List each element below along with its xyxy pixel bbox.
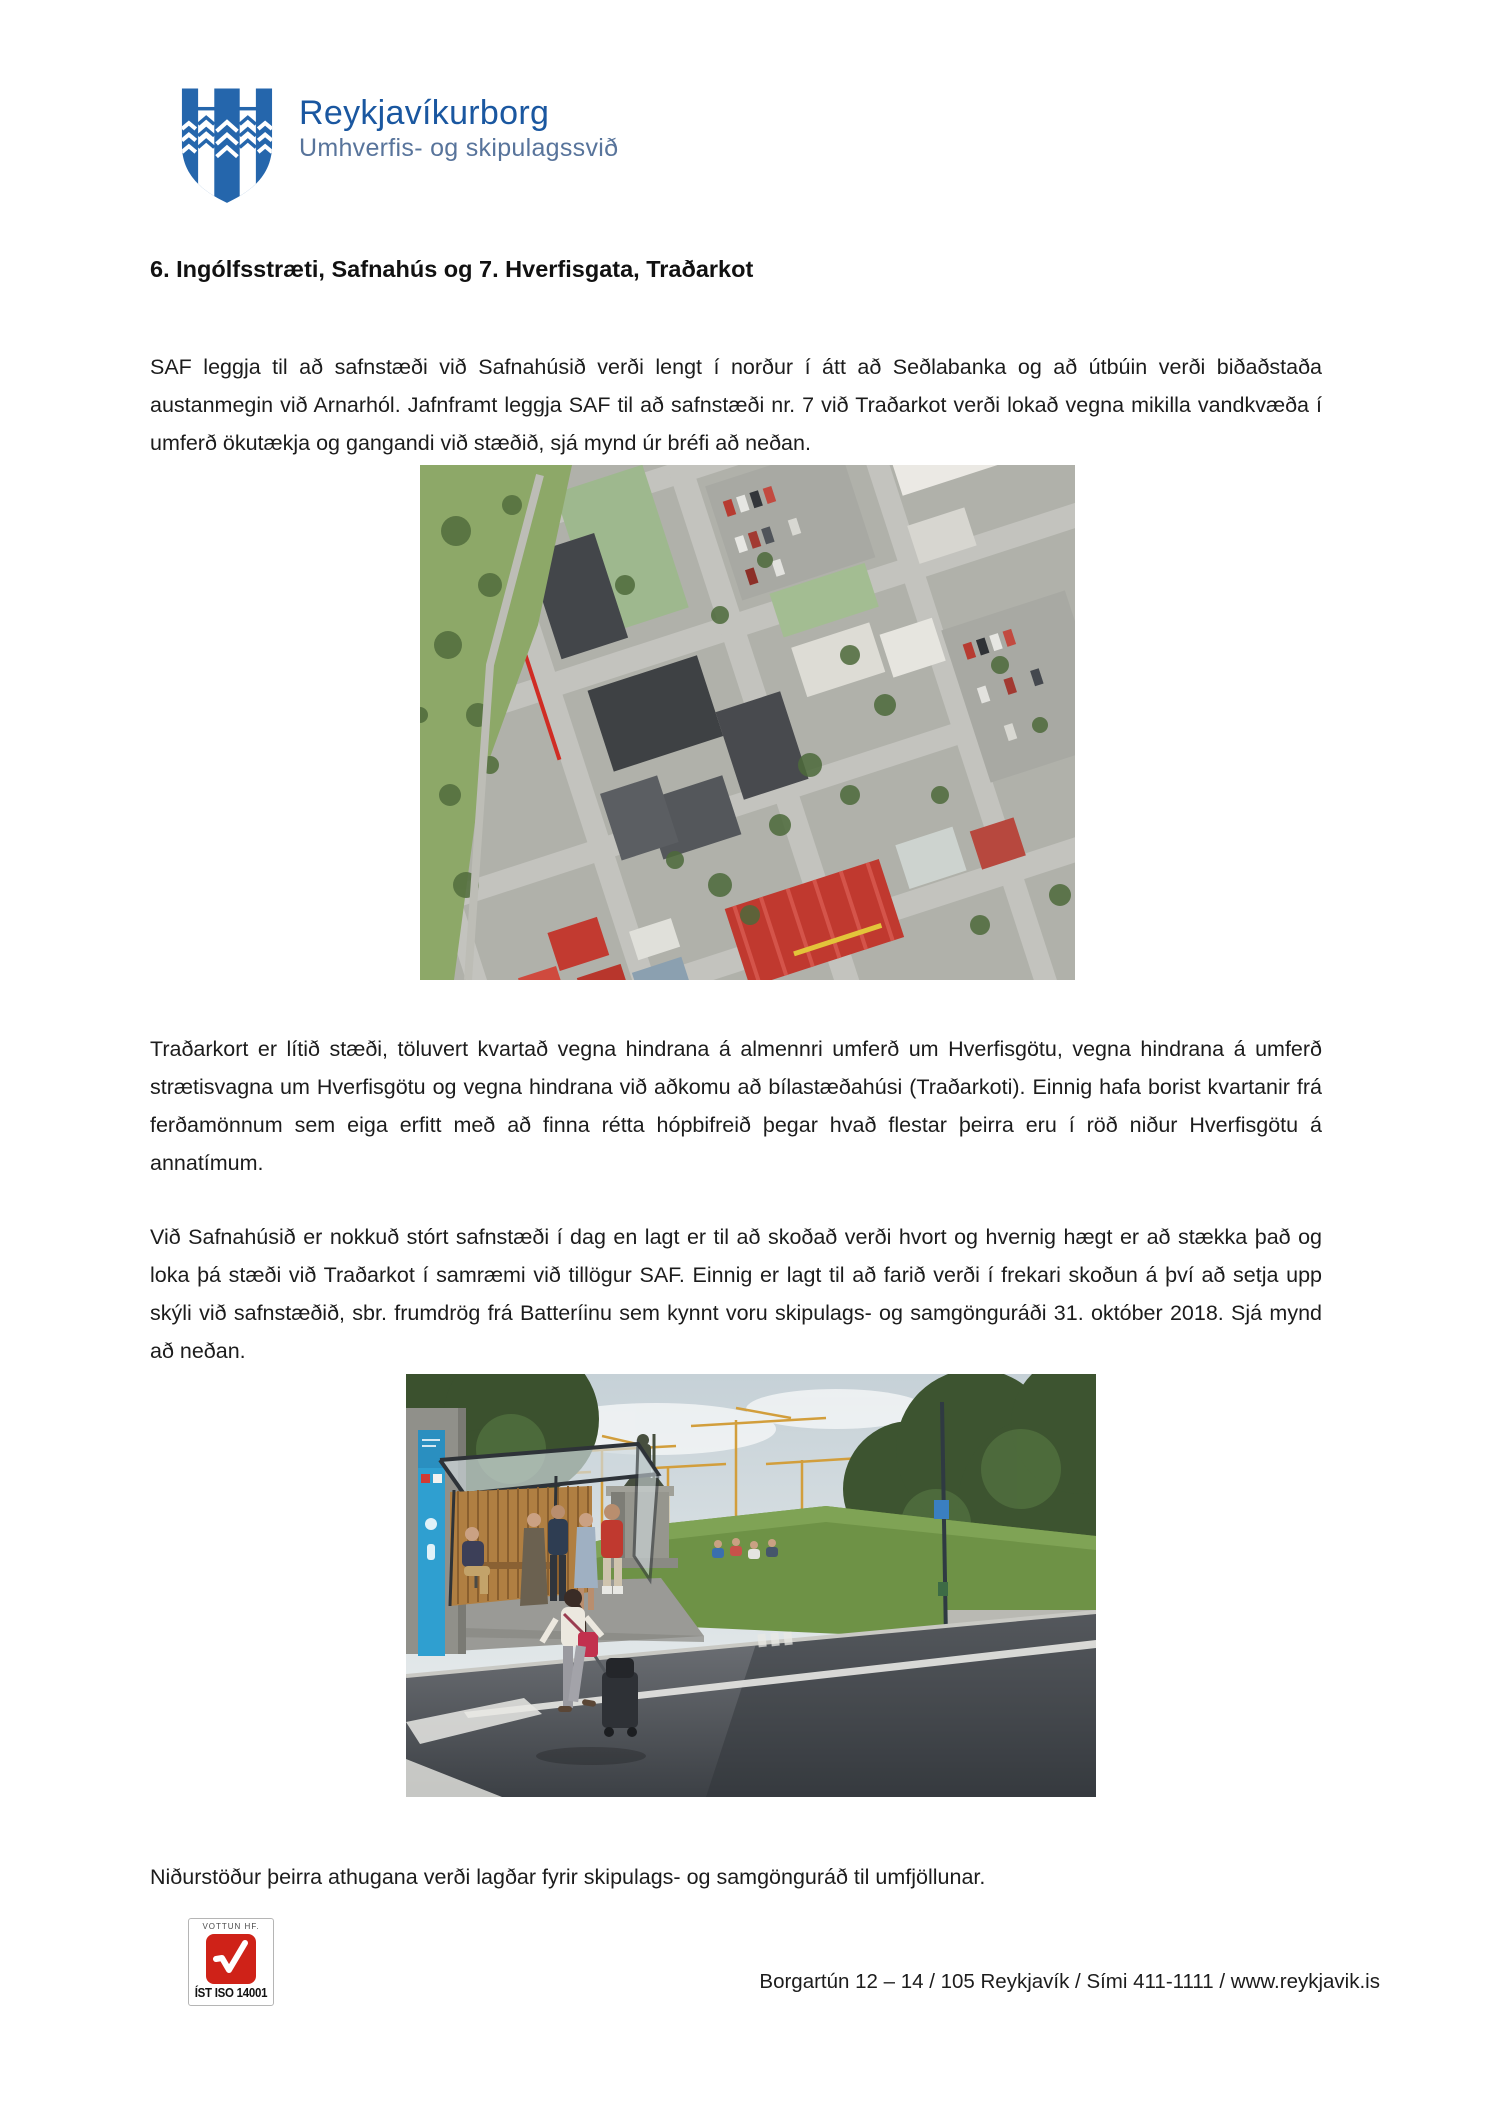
footer-address: Borgartún 12 – 14 / 105 Reykjavík / Sími 411-1111 / www.reykjavik.is xyxy=(759,1970,1380,1993)
paragraph-safnahus-shelter: Við Safnahúsið er nokkuð stórt safnstæði í dag en lagt er til að skoðað verði hvort og hvernig hægt er að stækka það og loka þá stæði við Traðarkot í samræmi við tillögur SAF. Einnig er lagt til að farið verði í frekari skoðun á því að setja upp skýli við safnstæðið, sbr. frumdrög frá Batteríinu sem kynnt voru skipulags- og samgönguráði 31. október 2018. Sjá mynd að neðan. xyxy=(150,1224,1322,1363)
paragraph-tradarkot-complaints: Traðarkort er lítið stæði, töluvert kvartað vegna hindrana á almennri umferð um Hverfisgötu, vegna hindrana á umferð strætisvagna um Hverfisgötu og vegna hindrana við aðkomu að bílastæðahúsi (Traðarkoti). Einnig hafa borist kvartanir frá ferðamönnum sem eiga erfitt með að finna rétta hópbifreið þegar hvað flestar þeirra eru í röð niður Hverfisgötu á annatímum. xyxy=(150,1036,1322,1175)
org-name: Reykjavíkurborg xyxy=(299,94,550,132)
cert-issuer-label: VOTTUN HF. xyxy=(202,1922,260,1931)
section-heading: 6. Ingólfsstræti, Safnahús og 7. Hverfisgata, Traðarkot xyxy=(150,256,754,282)
paragraph-saf-proposal: SAF leggja til að safnstæði við Safnahúsið verði lengt í norður í átt að Seðlabanka og að útbúin verði biðaðstaða austanmegin við Arnarhól. Jafnframt leggja SAF til að safnstæði nr. 7 við Traðarkot verði lokað vegna mikilla vandkvæða í umferð ökutækja og gangandi við stæðið, sjá mynd úr bréfi að neðan. xyxy=(150,354,1322,455)
aerial-photo-safnahus-area xyxy=(420,465,1075,980)
paragraph-conclusion: Niðurstöður þeirra athugana verði lagðar fyrir skipulags- og samgönguráð til umfjöllunar. xyxy=(150,1864,986,1889)
bus-shelter-rendering-photo xyxy=(406,1374,1096,1797)
letterhead xyxy=(175,85,618,203)
cert-standard-label: ÍST ISO 14001 xyxy=(194,1986,268,2000)
org-department: Umhverfis- og skipulagssvið xyxy=(299,134,619,162)
reykjavik-coat-of-arms-icon xyxy=(175,85,279,203)
